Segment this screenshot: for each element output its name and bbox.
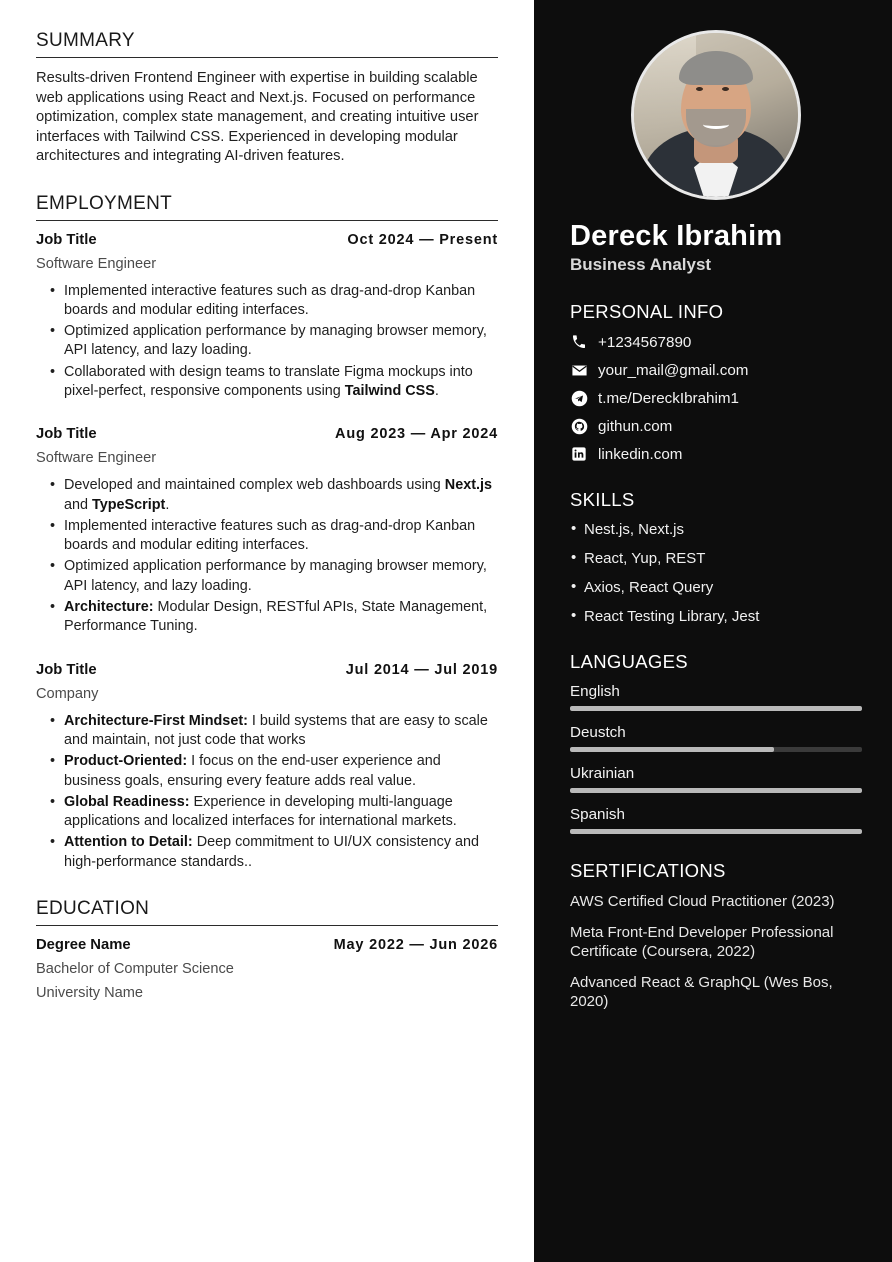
employment-dates: Oct 2024 — Present <box>347 231 498 248</box>
employment-entry <box>36 662 498 872</box>
avatar-smile <box>703 120 729 129</box>
language-item <box>570 765 862 793</box>
language-bar <box>570 788 862 793</box>
email-icon <box>570 361 588 379</box>
full-name: Dereck Ibrahim <box>570 220 783 252</box>
employment-entry <box>36 232 498 402</box>
list-item: • Collaborated with design teams to translate Figma mockups into pixel-perfect, responsive components using Tailwind CSS. <box>64 363 498 402</box>
education-school: University Name <box>36 985 144 1002</box>
language-name: Deustch <box>570 724 626 742</box>
phone-icon <box>570 333 588 351</box>
education-field: Bachelor of Computer Science <box>36 961 234 978</box>
language-bar-fill <box>570 829 862 834</box>
list-item: • Attention to Detail: Deep commitment to UI/UX consistency and high-performance standards.. <box>64 833 498 872</box>
contact-email-value: your_mail@gmail.com <box>598 361 749 379</box>
right-sidebar <box>534 0 892 1262</box>
employment-section-title: EMPLOYMENT <box>36 193 498 221</box>
language-bar-fill <box>570 747 774 752</box>
list-item: • React Testing Library, Jest <box>584 608 862 625</box>
skills-section-title: SKILLS <box>570 489 635 511</box>
list-item: • Global Readiness: Experience in developing multi-language applications and localized interfaces for international markets. <box>64 793 498 832</box>
language-bar-fill <box>570 788 862 793</box>
languages-section-title: LANGUAGES <box>570 651 688 673</box>
list-item: • Architecture: Modular Design, RESTful APIs, State Management, Performance Tuning. <box>64 598 498 637</box>
employment-title: Job Title <box>36 231 97 248</box>
education-entry <box>36 937 498 1001</box>
contact-phone-value: +1234567890 <box>598 333 692 351</box>
list-item: • Architecture-First Mindset: I build systems that are easy to scale and maintain, not just code that works <box>64 712 498 751</box>
contact-phone[interactable] <box>570 333 862 351</box>
language-bar <box>570 706 862 711</box>
list-item: • React, Yup, REST <box>584 550 862 567</box>
education-degree: Degree Name <box>36 937 131 954</box>
certifications-section-title: SERTIFICATIONS <box>570 860 726 882</box>
language-name: English <box>570 683 620 701</box>
contact-github[interactable] <box>570 417 862 435</box>
employment-bullets <box>36 712 498 872</box>
education-section-title: EDUCATION <box>36 898 498 926</box>
employment-subtitle: Software Engineer <box>36 255 157 272</box>
education-dates: May 2022 — Jun 2026 <box>333 937 498 954</box>
employment-entry <box>36 426 498 636</box>
skills-list <box>570 521 862 625</box>
linkedin-icon <box>570 445 588 463</box>
language-name: Ukrainian <box>570 765 635 783</box>
avatar-eye-left <box>696 87 703 91</box>
avatar <box>631 30 801 200</box>
employment-title: Job Title <box>36 426 97 443</box>
employment-header <box>36 426 498 442</box>
contact-github-value: githun.com <box>598 417 673 435</box>
language-bar-fill <box>570 706 862 711</box>
github-icon <box>570 417 588 435</box>
language-bar <box>570 747 862 752</box>
job-role: Business Analyst <box>570 255 712 275</box>
avatar-eye-right <box>722 87 729 91</box>
contact-linkedin[interactable] <box>570 445 862 463</box>
list-item: • Optimized application performance by managing browser memory, API latency, and lazy loading. <box>64 322 498 361</box>
contact-email[interactable] <box>570 361 862 379</box>
personal-info-section-title: PERSONAL INFO <box>570 301 724 323</box>
certification-item: Meta Front-End Developer Professional Certificate (Coursera, 2022) <box>570 924 834 961</box>
list-item: • Nest.js, Next.js <box>584 521 862 538</box>
language-item <box>570 724 862 752</box>
employment-dates: Aug 2023 — Apr 2024 <box>335 426 498 443</box>
summary-section-title: SUMMARY <box>36 30 498 58</box>
list-item: • Implemented interactive features such as drag-and-drop Kanban boards and modular editing interfaces. <box>64 517 498 556</box>
language-bar <box>570 829 862 834</box>
employment-bullets <box>36 282 498 402</box>
avatar-wrapper <box>570 30 862 200</box>
telegram-icon <box>570 389 588 407</box>
employment-header <box>36 232 498 248</box>
contact-telegram-value: t.me/DereckIbrahim1 <box>598 389 739 407</box>
employment-bullets <box>36 476 498 636</box>
summary-text: Results-driven Frontend Engineer with expertise in building scalable web applications using React and Next.js. Focused on performance optimization, complex state management, and creating intuitive user interfaces with Tailwind CSS. Experienced in developing modular architectures and integrating AI-driven features. <box>36 70 479 164</box>
contact-telegram[interactable] <box>570 389 862 407</box>
list-item: • Product-Oriented: I focus on the end-user experience and business goals, ensuring every feature adds real value. <box>64 752 498 791</box>
employment-dates: Jul 2014 — Jul 2019 <box>345 661 498 678</box>
spacer <box>36 639 498 659</box>
list-item: • Implemented interactive features such as drag-and-drop Kanban boards and modular editing interfaces. <box>64 282 498 321</box>
certification-item: AWS Certified Cloud Practitioner (2023) <box>570 893 835 911</box>
contact-linkedin-value: linkedin.com <box>598 445 683 463</box>
employment-header <box>36 662 498 678</box>
education-header <box>36 937 498 953</box>
employment-subtitle: Company <box>36 685 99 702</box>
language-item <box>570 806 862 834</box>
list-item: • Axios, React Query <box>584 579 862 596</box>
spacer <box>36 403 498 423</box>
list-item: • Optimized application performance by managing browser memory, API latency, and lazy loading. <box>64 557 498 596</box>
certification-item: Advanced React & GraphQL (Wes Bos, 2020) <box>570 974 833 1011</box>
employment-subtitle: Software Engineer <box>36 450 157 467</box>
employment-title: Job Title <box>36 661 97 678</box>
list-item: • Developed and maintained complex web dashboards using Next.js and TypeScript. <box>64 476 498 515</box>
language-name: Spanish <box>570 806 625 824</box>
language-item <box>570 683 862 711</box>
